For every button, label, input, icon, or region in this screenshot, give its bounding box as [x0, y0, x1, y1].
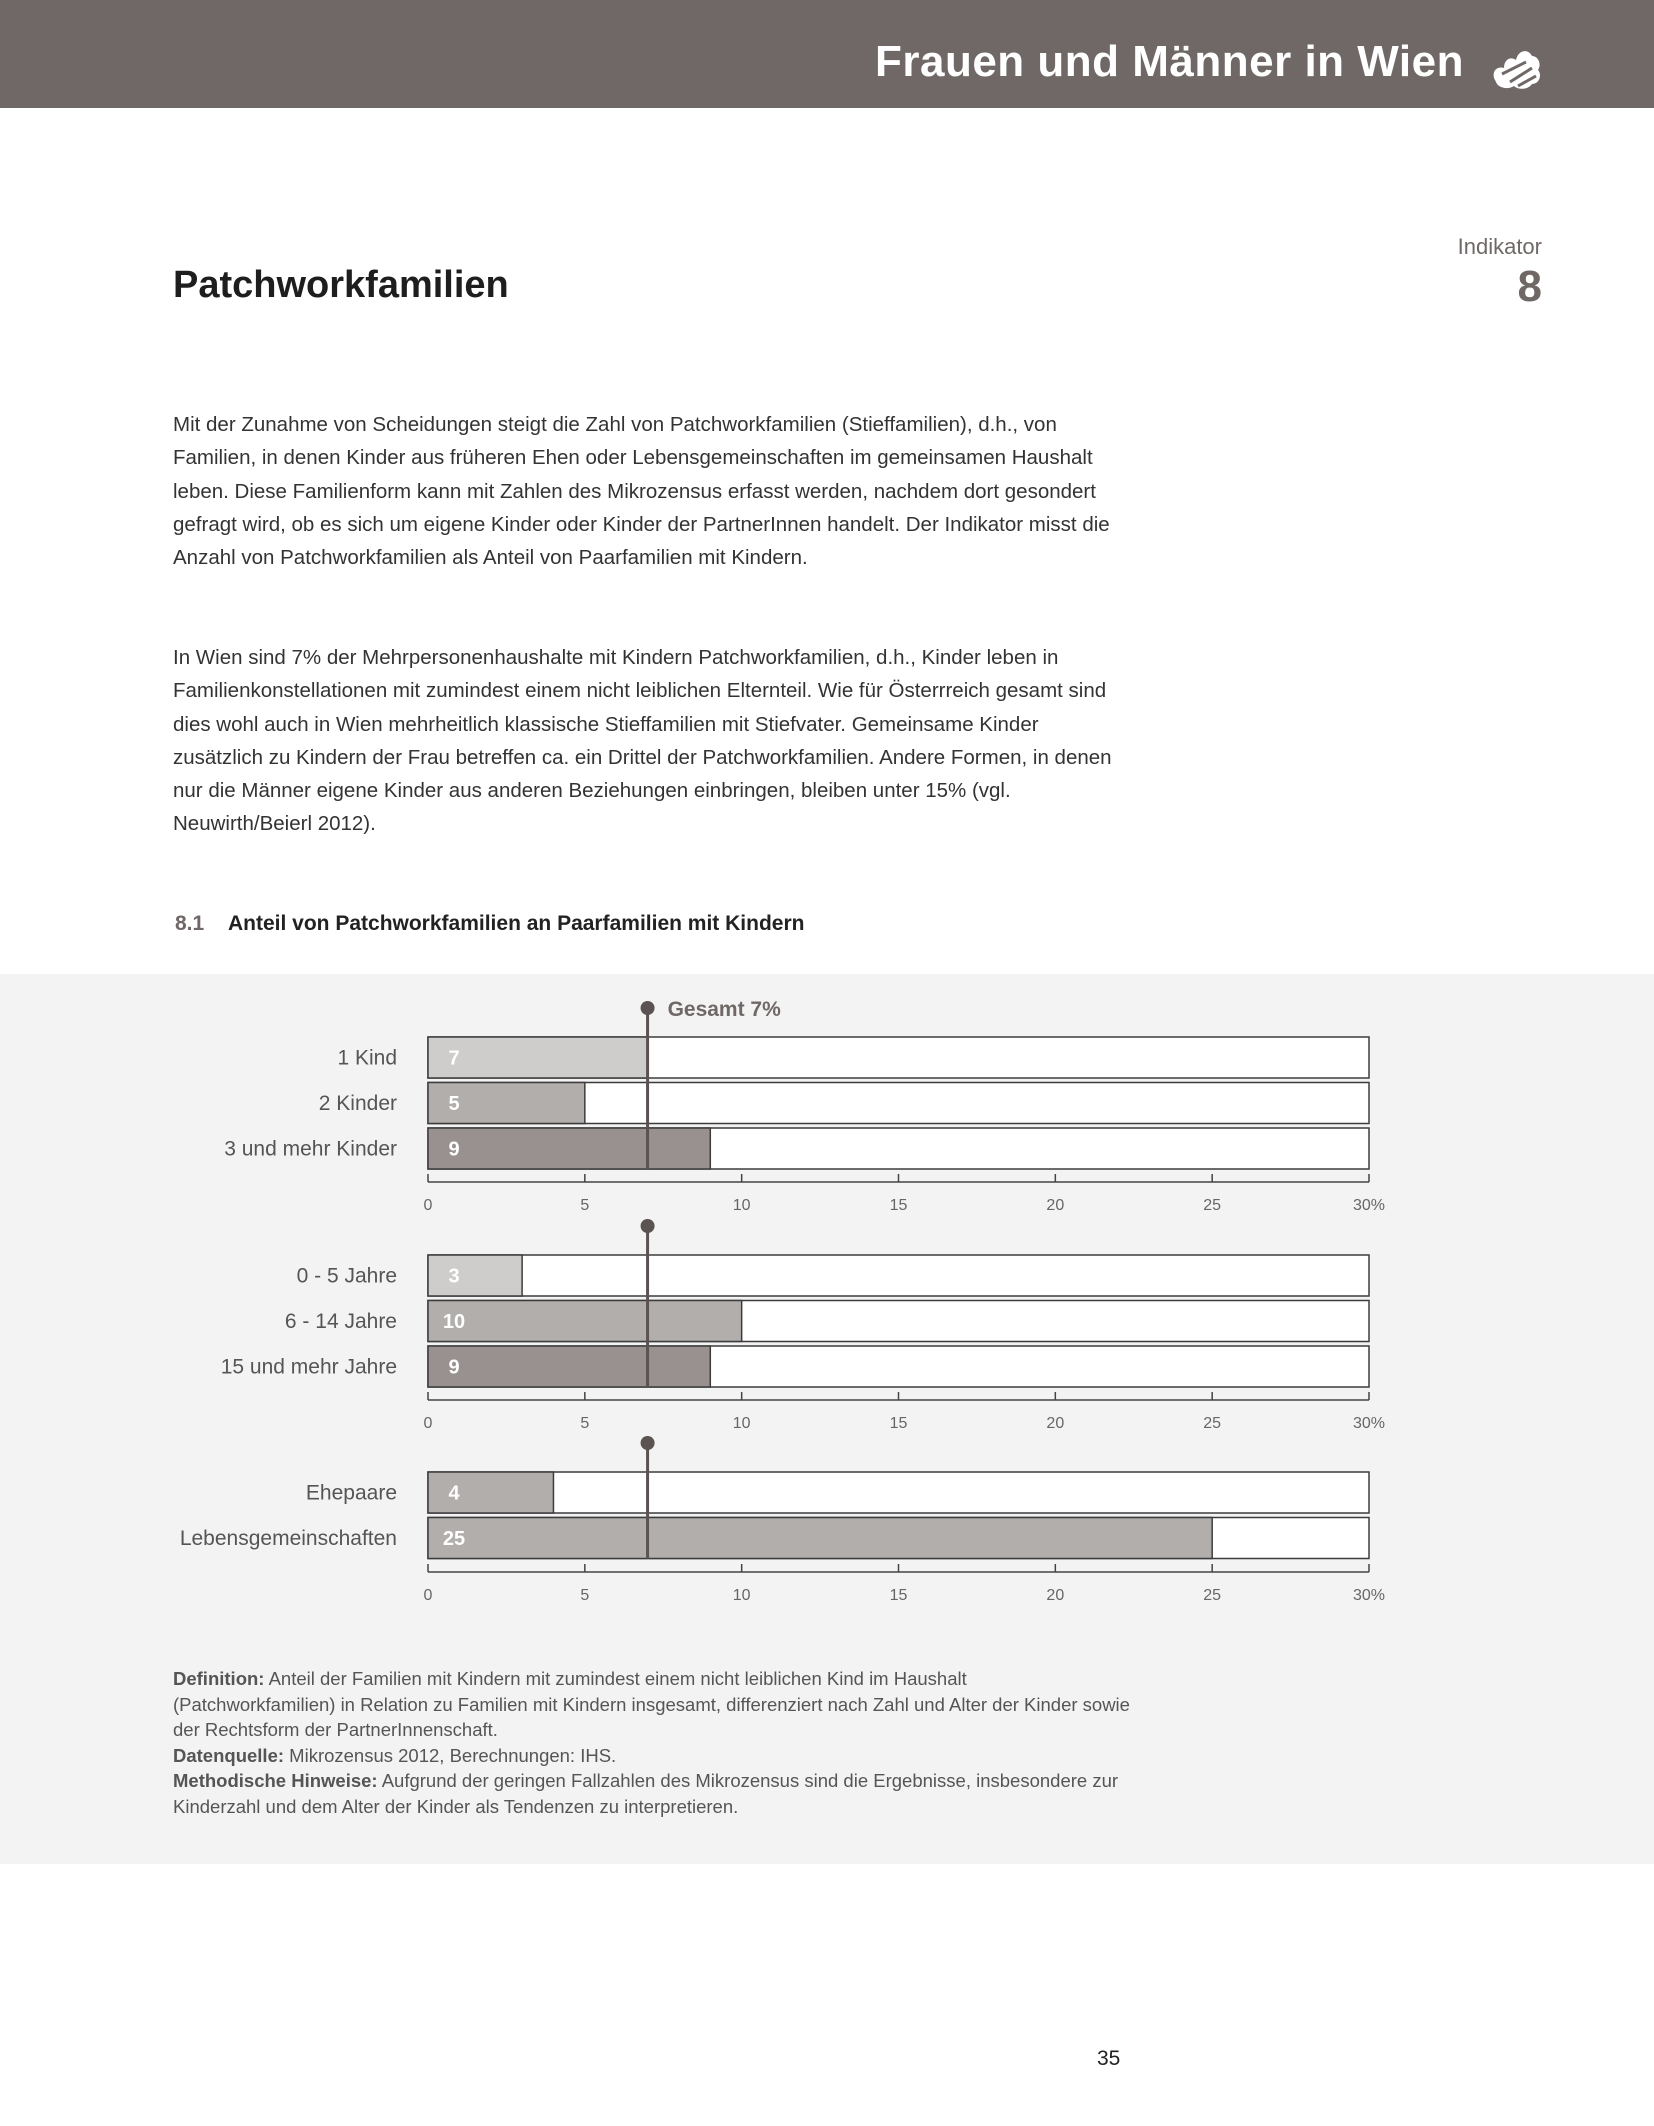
vienna-leaf-logo-icon — [1488, 44, 1544, 94]
source-text: Mikrozensus 2012, Berechnungen: IHS. — [289, 1744, 617, 1766]
indicator-label: Indikator — [1457, 234, 1542, 259]
x-tick-label: 20 — [1046, 1587, 1065, 1604]
bar — [428, 1037, 648, 1078]
chart-panel — [0, 974, 1654, 1864]
x-tick-label: 5 — [580, 1197, 590, 1214]
x-tick-label: 20 — [1046, 1415, 1065, 1432]
x-tick-label: 15 — [889, 1587, 908, 1604]
method-note — [173, 1768, 1133, 1819]
category-label: 6 - 14 Jahre — [284, 1310, 397, 1333]
category-label: Ehepaare — [305, 1481, 397, 1505]
x-tick-label: 0 — [423, 1197, 433, 1214]
page-title: Patchworkfamilien — [173, 264, 509, 306]
x-tick-label: 10 — [732, 1197, 751, 1214]
category-label: 3 und mehr Kinder — [224, 1137, 397, 1161]
reference-marker — [641, 1219, 655, 1233]
method-label: Methodische Hinweise: — [173, 1770, 378, 1791]
bar-track — [428, 1472, 1369, 1513]
x-tick-label: 10 — [732, 1415, 751, 1432]
page-number: 35 — [1097, 2047, 1121, 2070]
bar — [428, 1255, 522, 1296]
bar-track — [428, 1255, 1369, 1296]
category-label: 1 Kind — [337, 1046, 397, 1070]
bar-value-label: 25 — [442, 1528, 466, 1550]
category-label: 0 - 5 Jahre — [296, 1264, 397, 1288]
x-tick-label: 20 — [1046, 1197, 1065, 1214]
category-label: 2 Kinder — [318, 1092, 397, 1115]
method-text: Aufgrund der geringen Fallzahlen des Mikrozensus sind die Ergebnisse, insbesondere zur Kinderzahl und dem Alter der Kinder als Tendenzen zu interpretieren. — [173, 1770, 1119, 1817]
x-tick-label: 0 — [423, 1415, 433, 1432]
x-tick-label: 15 — [889, 1415, 908, 1432]
intro-paragraph: Mit der Zunahme von Scheidungen steigt die Zahl von Patchworkfamilien (Stieffamilien), d.h., von Familien, in denen Kinder aus früheren Ehen oder Lebensgemeinschaften im gemeinsamen Haushalt leben. Diese Familienform kann mit Zahlen des Mikrozensus erfasst werden, nachdem dort gesondert gefragt wird, ob es sich um eigene Kinder oder Kinder der PartnerInnen handelt. Der Indikator misst die Anzahl von Patchworkfamilien als Anteil von Paarfamilien mit Kindern. — [173, 413, 1110, 570]
x-tick-label: 15 — [889, 1197, 908, 1214]
x-tick-label: 30% — [1352, 1587, 1386, 1604]
definition-text: Anteil der Familien mit Kindern mit zumindest einem nicht leiblichen Kind im Haushalt (Patchworkfamilien) in Relation zu Familien mit Kindern insgesamt, differenziert nach Zahl und Alter der Kinder sowie der Rechtsform der PartnerInnenschaft. — [173, 1668, 1130, 1740]
bar — [428, 1472, 553, 1513]
bar-value-label: 9 — [448, 1138, 460, 1161]
bar-value-label: 10 — [442, 1311, 466, 1333]
bar-value-label: 7 — [448, 1047, 460, 1070]
header-bar — [0, 0, 1654, 108]
header-title: Frauen und Männer in Wien — [874, 37, 1464, 86]
x-tick-label: 25 — [1203, 1587, 1222, 1604]
reference-label: Gesamt 7% — [667, 998, 781, 1021]
category-label: 15 und mehr Jahre — [220, 1355, 397, 1379]
chart-notes — [173, 1666, 1133, 1819]
figure-number: 8.1 — [175, 912, 205, 935]
bar-value-label: 5 — [448, 1093, 460, 1115]
indicator-number: 8 — [1517, 262, 1542, 311]
x-tick-label: 0 — [423, 1587, 433, 1604]
bar-value-label: 3 — [448, 1265, 460, 1288]
x-tick-label: 30% — [1352, 1197, 1386, 1214]
definition-label: Definition: — [173, 1668, 265, 1689]
bar — [428, 1346, 710, 1387]
reference-marker — [641, 1436, 655, 1450]
definition-note — [173, 1666, 1133, 1743]
reference-marker — [641, 1001, 655, 1015]
x-tick-label: 25 — [1203, 1197, 1222, 1214]
bar-value-label: 4 — [448, 1482, 460, 1505]
x-tick-label: 30% — [1352, 1415, 1386, 1432]
x-tick-label: 10 — [732, 1587, 751, 1604]
x-tick-label: 5 — [580, 1415, 590, 1432]
findings-paragraph: In Wien sind 7% der Mehrpersonenhaushalte mit Kindern Patchworkfamilien, d.h., Kinder leben in Familienkonstellationen mit zumindest einem nicht leiblichen Elternteil. Wie für Österrreich gesamt sind dies wohl auch in Wien mehrheitlich klassische Stieffamilien mit Stiefvater. Gemeinsame Kinder zusätzlich zu Kindern der Frau betreffen ca. ein Drittel der Patchworkfamilien. Andere Formen, in denen nur die Männer eigene Kinder aus anderen Beziehungen einbringen, bleiben unter 15% (vgl. Neuwirth/Beierl 2012). — [173, 646, 1112, 836]
category-label: Lebensgemeinschaften — [179, 1527, 397, 1550]
figure-title: Anteil von Patchworkfamilien an Paarfamilien mit Kindern — [228, 912, 805, 935]
bar — [428, 1301, 742, 1342]
bar — [428, 1128, 710, 1169]
source-note — [173, 1743, 1133, 1769]
bar — [428, 1518, 1212, 1559]
x-tick-label: 5 — [580, 1587, 590, 1604]
source-label: Datenquelle: — [173, 1744, 285, 1766]
x-tick-label: 25 — [1203, 1415, 1222, 1432]
bar-value-label: 9 — [448, 1356, 460, 1379]
